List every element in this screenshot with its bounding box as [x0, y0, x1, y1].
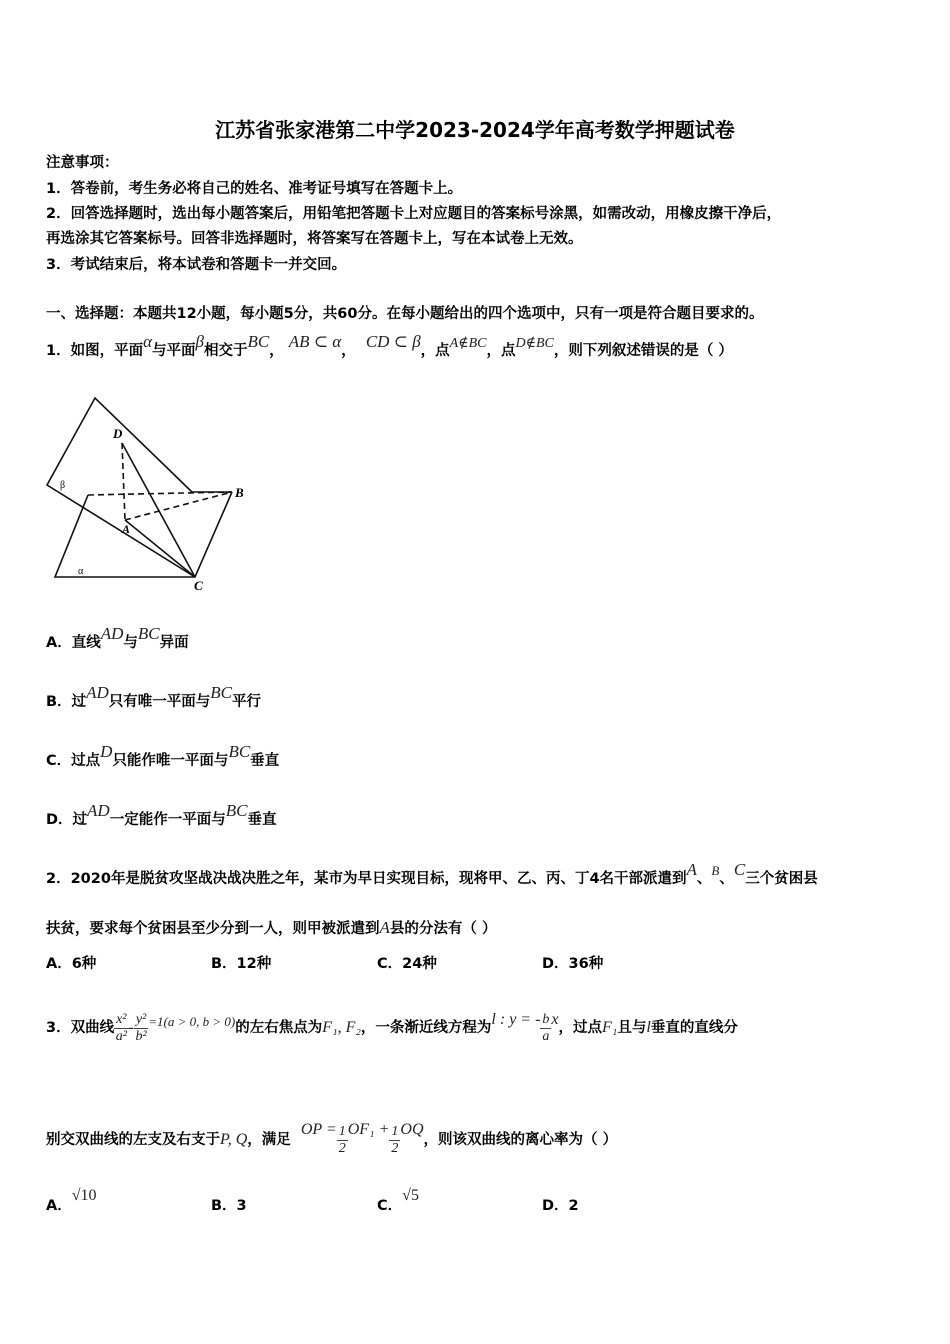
question-3-stem-line2: 别交双曲线的左支及右支于P, Q，满足 OP = $\frac{1}{2}$ OF₁ + $\frac{1}{2}$ OQ，则该双曲线的离心率为（ ）	[46, 1121, 618, 1156]
fraction-b-a: $\frac{b}{a}$	[542, 1011, 550, 1044]
section-heading: 一、选择题：本题共12小题，每小题5分，共60分。在每小题给出的四个选项中，只有一项是符合题目要求的。	[46, 306, 764, 322]
note-item: 2．回答选择题时，选出每小题答案后，用铅笔把答题卡上对应题目的答案标号涂黑，如需改动，用橡皮擦干净后，	[46, 206, 782, 222]
fraction-one-half: $\frac{1}{2}$	[391, 1123, 399, 1156]
q2-option-d[interactable]: D．36种	[542, 956, 604, 972]
plane-beta-outline	[47, 398, 232, 577]
q3-option-d[interactable]: D．2	[542, 1198, 579, 1214]
question-3-stem: 3．双曲线 $\frac{\text{x²}}{\text{a²}}$ - $\frac{\text{y²}}{\text{b²}}$ =1(a > 0, b > 0)的左右焦点为F₁, F₂，一条渐近线方程为l : y = - $\frac{b}{a}$ x，过点F₁且与l垂直的直线分	[46, 1011, 738, 1044]
q3-option-a[interactable]: A．√10	[46, 1187, 97, 1214]
label-b: B	[235, 485, 244, 500]
q1-option-d[interactable]: D．过AD一定能作一平面与BC垂直	[46, 801, 277, 828]
label-c: C	[194, 578, 203, 593]
q2-option-a[interactable]: A．6种	[46, 956, 97, 972]
page-title: 江苏省张家港第二中学2023-2024学年高考数学押题试卷	[215, 118, 735, 142]
question-1-stem: 1．如图，平面α与平面β相交于BC， AB ⊂ α， CD ⊂ β，点A∉BC，点D∉BC，则下列叙述错误的是（ ）	[46, 332, 733, 359]
q3-option-c[interactable]: C．√5	[377, 1187, 419, 1214]
note-item: 3．考试结束后，将本试卷和答题卡一并交回。	[46, 257, 347, 273]
fraction-one-half: $\frac{1}{2}$	[338, 1123, 346, 1156]
q2-option-b[interactable]: B．12种	[211, 956, 272, 972]
question-2-stem: 2．2020年是脱贫攻坚战决战决胜之年，某市为早日实现目标，现将甲、乙、丙、丁4名干部派遣到A、B、C三个贫困县	[46, 860, 818, 887]
fraction-x2-a2: $\frac{\text{x²}}{\text{a²}}$	[115, 1011, 127, 1044]
fraction-y2-b2: $\frac{\text{y²}}{\text{b²}}$	[135, 1011, 147, 1044]
label-a: A	[122, 522, 131, 536]
label-beta: β	[60, 480, 66, 491]
label-alpha: α	[78, 566, 84, 577]
question-2-stem-line2: 扶贫，要求每个贫困县至少分到一人，则甲被派遣到A县的分法有（ ）	[46, 918, 497, 937]
note-item: 1．答卷前，考生务必将自己的姓名、准考证号填写在答题卡上。	[46, 181, 463, 197]
q3-option-b[interactable]: B．3	[211, 1198, 247, 1214]
plane-figure	[40, 390, 260, 600]
q1-option-b[interactable]: B．过AD只有唯一平面与BC平行	[46, 683, 261, 710]
label-d: D	[113, 426, 123, 441]
note-item: 再选涂其它答案标号。回答非选择题时，将答案写在答题卡上，写在本试卷上无效。	[46, 231, 583, 247]
q2-option-c[interactable]: C．24种	[377, 956, 437, 972]
q1-option-c[interactable]: C．过点D只能作唯一平面与BC垂直	[46, 742, 280, 769]
notes-heading: 注意事项：	[46, 155, 119, 171]
q1-option-a[interactable]: A．直线AD与BC异面	[46, 624, 189, 651]
